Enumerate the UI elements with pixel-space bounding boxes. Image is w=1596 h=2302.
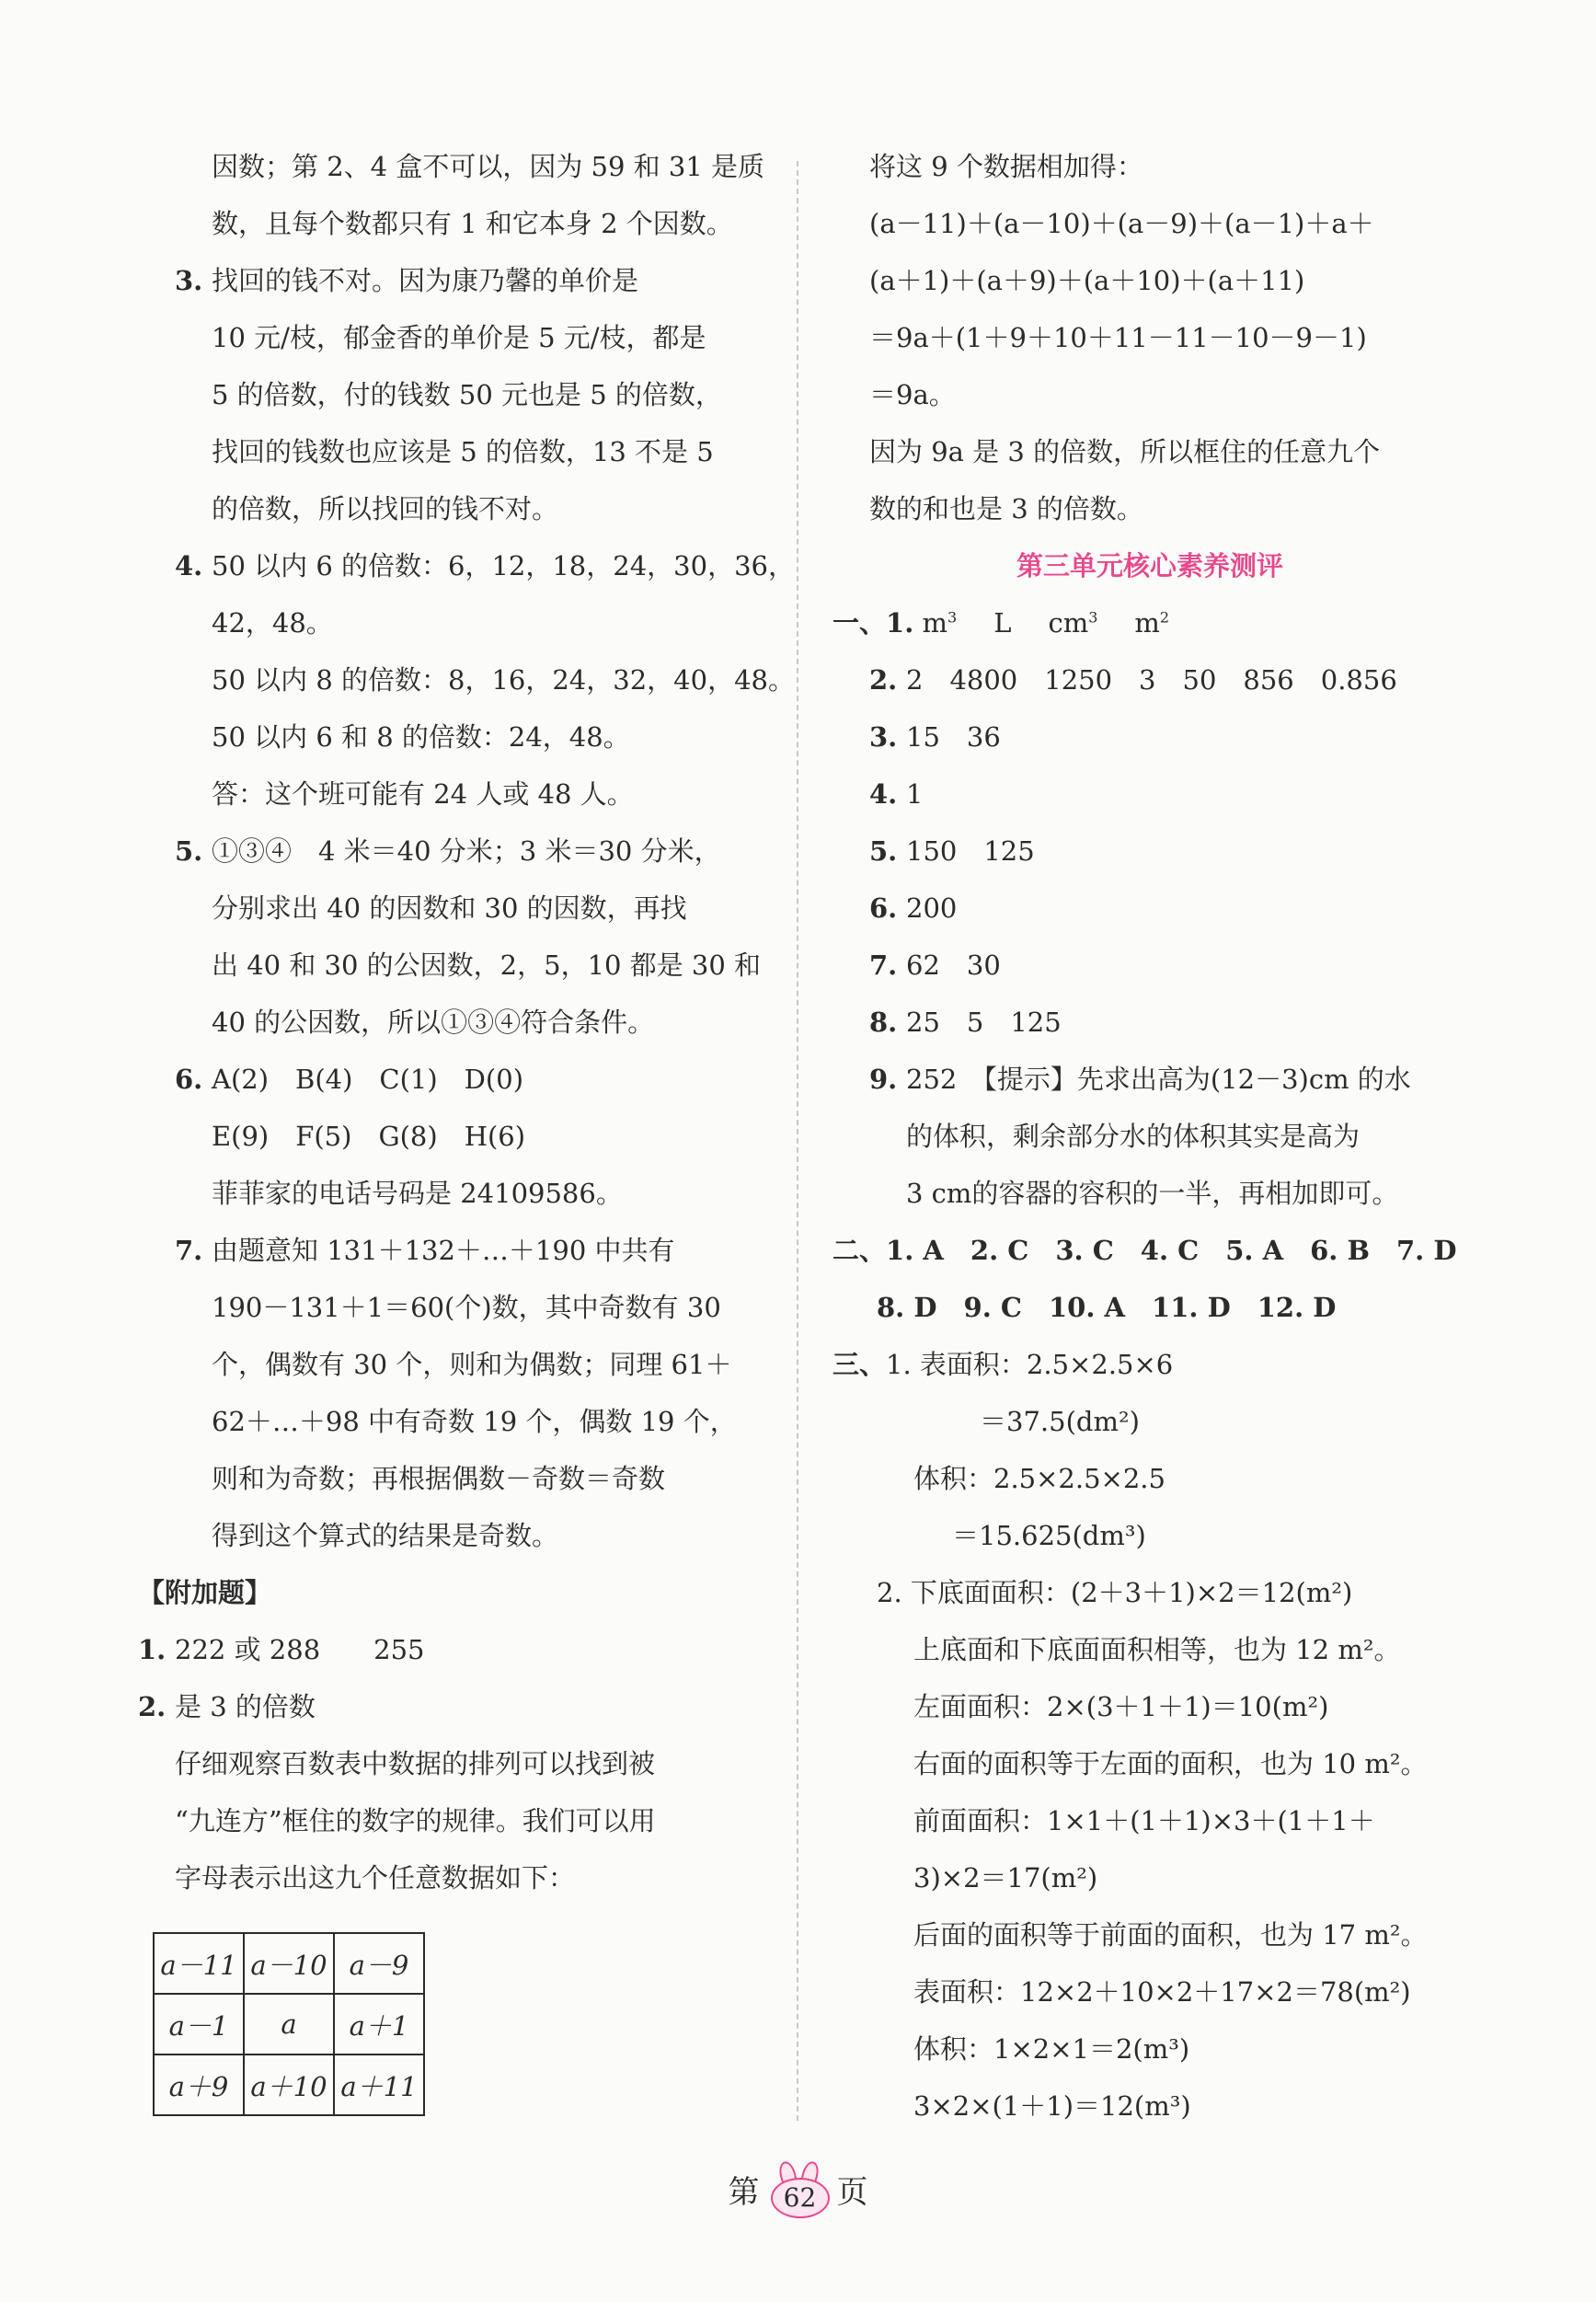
grid-cell: a－9 bbox=[334, 1933, 424, 1994]
answer-text: 50 以内 8 的倍数：8，16，24，32，40，48。 bbox=[212, 664, 795, 696]
right-column bbox=[832, 138, 1467, 2135]
answer-line bbox=[138, 1621, 764, 1678]
answer-text: 190－131＋1＝60(个)数，其中奇数有 30 bbox=[212, 1292, 721, 1323]
answer-line bbox=[175, 880, 764, 937]
answer-line bbox=[832, 1108, 1467, 1165]
bunny-page-badge bbox=[767, 2170, 830, 2218]
answer-line bbox=[138, 1678, 764, 1735]
answer-line bbox=[175, 937, 764, 994]
answer-text: 数，且每个数都只有 1 和它本身 2 个因数。 bbox=[212, 208, 733, 239]
answer-text: 则和为奇数；再根据偶数－奇数＝奇数 bbox=[212, 1463, 666, 1494]
answer-text: 40 的公因数，所以①③④符合条件。 bbox=[212, 1007, 655, 1038]
answer-line bbox=[832, 651, 1467, 708]
answer-text: 1. A 2. C 3. C 4. C 5. A 6. B 7. D bbox=[886, 1235, 1457, 1266]
answer-line bbox=[175, 1165, 764, 1222]
answer-line bbox=[175, 537, 795, 594]
answer-line bbox=[175, 138, 764, 195]
answer-text: A(2) B(4) C(1) D(0) bbox=[212, 1064, 524, 1095]
part3-line: 表面积：12×2＋10×2＋17×2＝78(m²) bbox=[913, 1976, 1411, 2008]
answer-line bbox=[175, 823, 764, 880]
left-answers bbox=[175, 138, 795, 1564]
part3-line: 2. 下底面面积：(2＋3＋1)×2＝12(m²) bbox=[877, 1577, 1353, 1608]
answer-text: 42，48。 bbox=[212, 607, 333, 639]
answer-text: 仔细观察百数表中数据的排列可以找到被 bbox=[175, 1748, 656, 1779]
question-number: 4. bbox=[175, 550, 203, 581]
answer-line bbox=[175, 366, 764, 423]
part3-line: 体积：1×2×1＝2(m³) bbox=[913, 2033, 1190, 2065]
answer-line bbox=[832, 994, 1467, 1051]
answer-line bbox=[832, 1165, 1467, 1222]
part1-answers bbox=[832, 651, 1467, 1222]
question-number: 9. bbox=[869, 1064, 898, 1095]
answer-text: 50 以内 6 的倍数：6，12，18，24，30，36， bbox=[212, 550, 795, 581]
answer-text: 62＋…＋98 中有奇数 19 个，偶数 19 个， bbox=[212, 1406, 737, 1437]
grid-cell: a－10 bbox=[244, 1933, 334, 1994]
answer-line bbox=[175, 309, 764, 366]
answer-line bbox=[175, 1108, 764, 1165]
answer-text: $m^3$ L $cm^3$ $m^2$ bbox=[922, 607, 1170, 639]
answer-text: 25 5 125 bbox=[906, 1007, 1062, 1038]
answer-text: 答：这个班可能有 24 人或 48 人。 bbox=[212, 778, 634, 810]
grid-cell: a－11 bbox=[154, 1933, 244, 1994]
answer-text: 222 或 288 255 bbox=[175, 1634, 425, 1665]
answer-text: 因数；第 2、4 盒不可以，因为 59 和 31 是质 bbox=[212, 151, 765, 182]
question-number: 1. bbox=[138, 1634, 166, 1665]
footer-prefix: 第 bbox=[728, 2174, 760, 2211]
answer-line bbox=[138, 1735, 764, 1792]
answer-text: 出 40 和 30 的公因数，2，5，10 都是 30 和 bbox=[212, 950, 762, 981]
answer-line bbox=[832, 708, 1467, 765]
answer-text: 由题意知 131＋132＋…＋190 中共有 bbox=[212, 1235, 675, 1266]
answer-text: 的倍数，所以找回的钱不对。 bbox=[212, 493, 559, 524]
answer-line bbox=[175, 1222, 764, 1279]
part3-line bbox=[832, 1336, 1467, 1393]
answer-line bbox=[175, 594, 764, 651]
bonus-title: 【附加题】 bbox=[138, 1577, 272, 1608]
page-number: 62 bbox=[771, 2178, 830, 2218]
answer-text: 个，偶数有 30 个，则和为偶数；同理 61＋ bbox=[212, 1349, 732, 1380]
grid-cell: a－1 bbox=[154, 1994, 244, 2055]
part-label: 一、 bbox=[832, 607, 887, 639]
answer-text: ＝37.5(dm²) bbox=[980, 1406, 1140, 1437]
grid-cell: a＋9 bbox=[154, 2055, 244, 2115]
answer-text: 3 cm的容器的容积的一半，再相加即可。 bbox=[906, 1178, 1399, 1209]
question-number: 2. bbox=[869, 664, 898, 696]
grid-cell: a bbox=[244, 1994, 334, 2055]
answer-text: 的体积，剩余部分水的体积其实是高为 bbox=[906, 1121, 1361, 1152]
text-line: (a＋1)＋(a＋9)＋(a＋10)＋(a＋11) bbox=[869, 265, 1305, 296]
answer-text: E(9) F(5) G(8) H(6) bbox=[212, 1121, 526, 1152]
answer-line bbox=[832, 1051, 1467, 1108]
part3-line: 3)×2＝17(m²) bbox=[913, 1862, 1098, 1893]
grid-cell: a＋1 bbox=[334, 1994, 424, 2055]
part2-row2 bbox=[832, 1279, 1467, 1336]
answer-text: 252 【提示】先求出高为(12－3)cm 的水 bbox=[906, 1064, 1411, 1095]
answer-line bbox=[175, 1393, 764, 1450]
answer-line bbox=[175, 765, 764, 823]
answer-line bbox=[175, 1279, 764, 1336]
part3-line: 左面面积：2×(3＋1＋1)＝10(m²) bbox=[913, 1691, 1329, 1722]
question-number: 7. bbox=[175, 1235, 203, 1266]
column-divider bbox=[797, 161, 798, 2121]
question-number: 6. bbox=[869, 892, 898, 924]
grid-cell: a＋11 bbox=[334, 2055, 424, 2115]
answer-text: 找回的钱数也应该是 5 的倍数，13 不是 5 bbox=[212, 436, 714, 467]
answer-text: 8. D 9. C 10. A 11. D 12. D bbox=[877, 1292, 1337, 1323]
answer-line bbox=[175, 1336, 764, 1393]
nine-grid-table bbox=[153, 1932, 425, 2116]
answer-line bbox=[175, 423, 764, 480]
answer-text: 1 bbox=[906, 778, 924, 810]
part3-line: 体积：2.5×2.5×2.5 bbox=[913, 1463, 1165, 1494]
part3-line: 右面的面积等于左面的面积，也为 10 m²。 bbox=[913, 1748, 1428, 1779]
text-line: (a－11)＋(a－10)＋(a－9)＋(a－1)＋a＋ bbox=[869, 208, 1374, 239]
part3-line: 后面的面积等于前面的面积，也为 17 m²。 bbox=[913, 1919, 1428, 1951]
answer-text: 2 4800 1250 3 50 856 0.856 bbox=[906, 664, 1397, 696]
answer-line bbox=[175, 252, 764, 309]
question-number: 3. bbox=[869, 721, 898, 753]
text-line: ＝9a＋(1＋9＋10＋11－11－10－9－1) bbox=[869, 322, 1367, 353]
part-label: 三、 bbox=[832, 1349, 887, 1380]
text-line: 因为 9a 是 3 的倍数，所以框住的任意九个 bbox=[869, 436, 1381, 467]
answer-text: 分别求出 40 的因数和 30 的因数，再找 bbox=[212, 892, 687, 924]
section-title: 第三单元核心素养测评 bbox=[1016, 550, 1283, 581]
question-number: 5. bbox=[175, 835, 203, 867]
answer-line bbox=[175, 480, 764, 537]
answer-line bbox=[175, 1507, 764, 1564]
answer-text: 菲菲家的电话号码是 24109586。 bbox=[212, 1178, 623, 1209]
answer-line bbox=[175, 651, 795, 708]
text-line: 数的和也是 3 的倍数。 bbox=[869, 493, 1143, 524]
question-number: 2. bbox=[138, 1691, 166, 1722]
answer-line bbox=[175, 195, 764, 252]
answer-text: 字母表示出这九个任意数据如下： bbox=[175, 1862, 576, 1893]
answer-text: 50 以内 6 和 8 的倍数：24，48。 bbox=[212, 721, 630, 753]
page-footer bbox=[0, 2167, 1596, 2218]
part3-line bbox=[832, 1393, 1467, 1450]
part3-line: 上底面和下底面面积相等，也为 12 m²。 bbox=[913, 1634, 1401, 1665]
question-number: 1. bbox=[886, 607, 914, 639]
answer-text: 62 30 bbox=[906, 950, 1001, 981]
bonus-answers bbox=[138, 1621, 764, 1906]
question-number: 7. bbox=[869, 950, 898, 981]
answer-text: 找回的钱不对。因为康乃馨的单价是 bbox=[212, 265, 639, 296]
part1-q1 bbox=[832, 594, 1467, 651]
part3-line: 3×2×(1＋1)＝12(m³) bbox=[913, 2090, 1191, 2122]
text-line: ＝9a。 bbox=[869, 379, 956, 410]
answer-text: ①③④ 4 米＝40 分米；3 米＝30 分米， bbox=[212, 835, 721, 867]
footer-suffix: 页 bbox=[836, 2174, 868, 2211]
left-column bbox=[138, 138, 795, 2116]
answer-line bbox=[175, 1051, 764, 1108]
answer-line bbox=[138, 1792, 764, 1849]
part-label: 二、 bbox=[832, 1235, 887, 1266]
answer-line bbox=[832, 765, 1467, 823]
question-number: 3. bbox=[175, 265, 203, 296]
sum-derivation bbox=[832, 138, 1467, 537]
answer-text: “九连方”框住的数字的规律。我们可以用 bbox=[175, 1805, 656, 1836]
answer-line bbox=[832, 823, 1467, 880]
answer-line bbox=[175, 708, 764, 765]
part3-line: 前面面积：1×1＋(1＋1)×3＋(1＋1＋ bbox=[913, 1805, 1375, 1836]
question-number: 5. bbox=[869, 835, 898, 867]
answer-text: 1. 表面积：2.5×2.5×6 bbox=[886, 1349, 1174, 1380]
answer-text: 15 36 bbox=[906, 721, 1001, 753]
answer-text: 10 元/枝，郁金香的单价是 5 元/枝，都是 bbox=[212, 322, 706, 353]
question-number: 6. bbox=[175, 1064, 203, 1095]
part2-row1 bbox=[832, 1222, 1467, 1279]
part3-line bbox=[832, 1507, 1467, 1564]
text-line: 将这 9 个数据相加得： bbox=[869, 151, 1143, 182]
answer-line bbox=[832, 880, 1467, 937]
answer-text: 200 bbox=[906, 892, 958, 924]
answer-text: 是 3 的倍数 bbox=[175, 1691, 316, 1722]
question-number: 4. bbox=[869, 778, 898, 810]
answer-text: 5 的倍数，付的钱数 50 元也是 5 的倍数， bbox=[212, 379, 722, 410]
grid-cell: a＋10 bbox=[244, 2055, 334, 2115]
question-number: 8. bbox=[869, 1007, 898, 1038]
answer-text: ＝15.625(dm³) bbox=[952, 1520, 1146, 1551]
answer-line bbox=[138, 1849, 764, 1906]
answer-line bbox=[832, 937, 1467, 994]
answer-text: 得到这个算式的结果是奇数。 bbox=[212, 1520, 559, 1551]
answer-text: 150 125 bbox=[906, 835, 1035, 867]
answer-line bbox=[175, 1450, 764, 1507]
answer-line bbox=[175, 994, 764, 1051]
